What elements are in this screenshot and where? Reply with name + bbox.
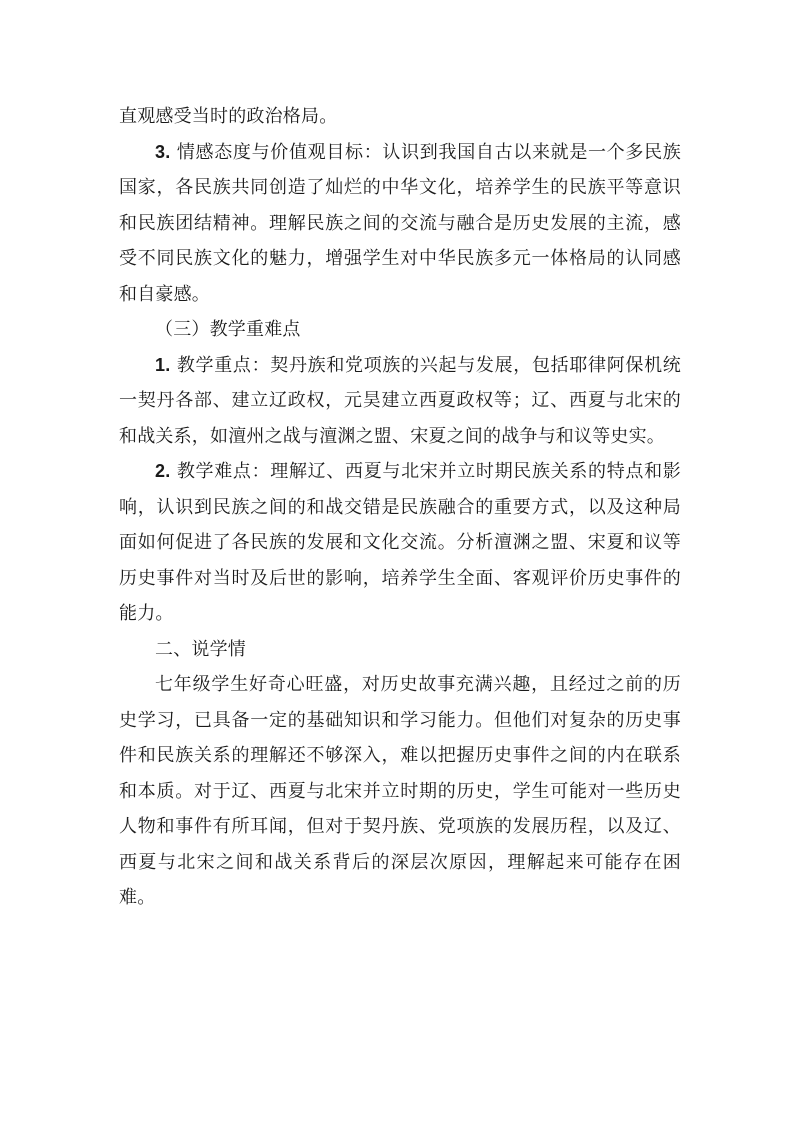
- paragraph-text: 七年级学生好奇心旺盛，对历史故事充满兴趣，且经过之前的历史学习，已具备一定的基础知识和学习能力。但他们对复杂的历史事件和民族关系的理解还不够深入，难以把握历史事件之间的内在联系和本质。对于辽、西夏与北宋并立时期的历史，学生可能对一些历史人物和事件有所耳闻，但对于契丹族、党项族的发展历程，以及辽、西夏与北宋之间和战关系背后的深层次原因，理解起来可能存在困难。: [119, 674, 681, 908]
- paragraph-text: 情感态度与价值观目标：认识到我国自古以来就是一个多民族国家，各民族共同创造了灿烂的中华文化，培养学生的民族平等意识和民族团结精神。理解民族之间的交流与融合是历史发展的主流，感受不同民族文化的魅力，增强学生对中华民族多元一体格局的认同感和自豪感。: [119, 141, 681, 305]
- paragraph-p4: [119, 348, 681, 455]
- paragraph-text: 直观感受当时的政治格局。: [119, 106, 338, 127]
- paragraph-text: 教学重点：契丹族和党项族的兴起与发展，包括耶律阿保机统一契丹各部、建立辽政权，元昊建立西夏政权等；辽、西夏与北宋的和战关系，如澶州之战与澶渊之盟、宋夏之间的战争与和议等史实。: [119, 354, 681, 447]
- paragraph-text: 教学难点：理解辽、西夏与北宋并立时期民族关系的特点和影响，认识到民族之间的和战交错是民族融合的重要方式，以及这种局面如何促进了各民族的发展和文化交流。分析澶渊之盟、宋夏和议等历史事件对当时及后世的影响，培养学生全面、客观评价历史事件的能力。: [119, 461, 681, 624]
- list-number: 2.: [155, 461, 171, 481]
- heading-text: 二、说学情: [155, 638, 246, 660]
- heading-text: （三）教学重难点: [155, 319, 301, 340]
- list-number: 3.: [155, 141, 171, 162]
- paragraph-p1: [119, 99, 681, 135]
- paragraph-p7: [119, 667, 681, 916]
- section-heading: [119, 312, 681, 348]
- section-heading: [119, 632, 681, 668]
- paragraph-p2: [119, 135, 681, 313]
- paragraph-p5: [119, 454, 681, 632]
- list-number: 1.: [155, 354, 171, 375]
- document-body: [119, 99, 681, 916]
